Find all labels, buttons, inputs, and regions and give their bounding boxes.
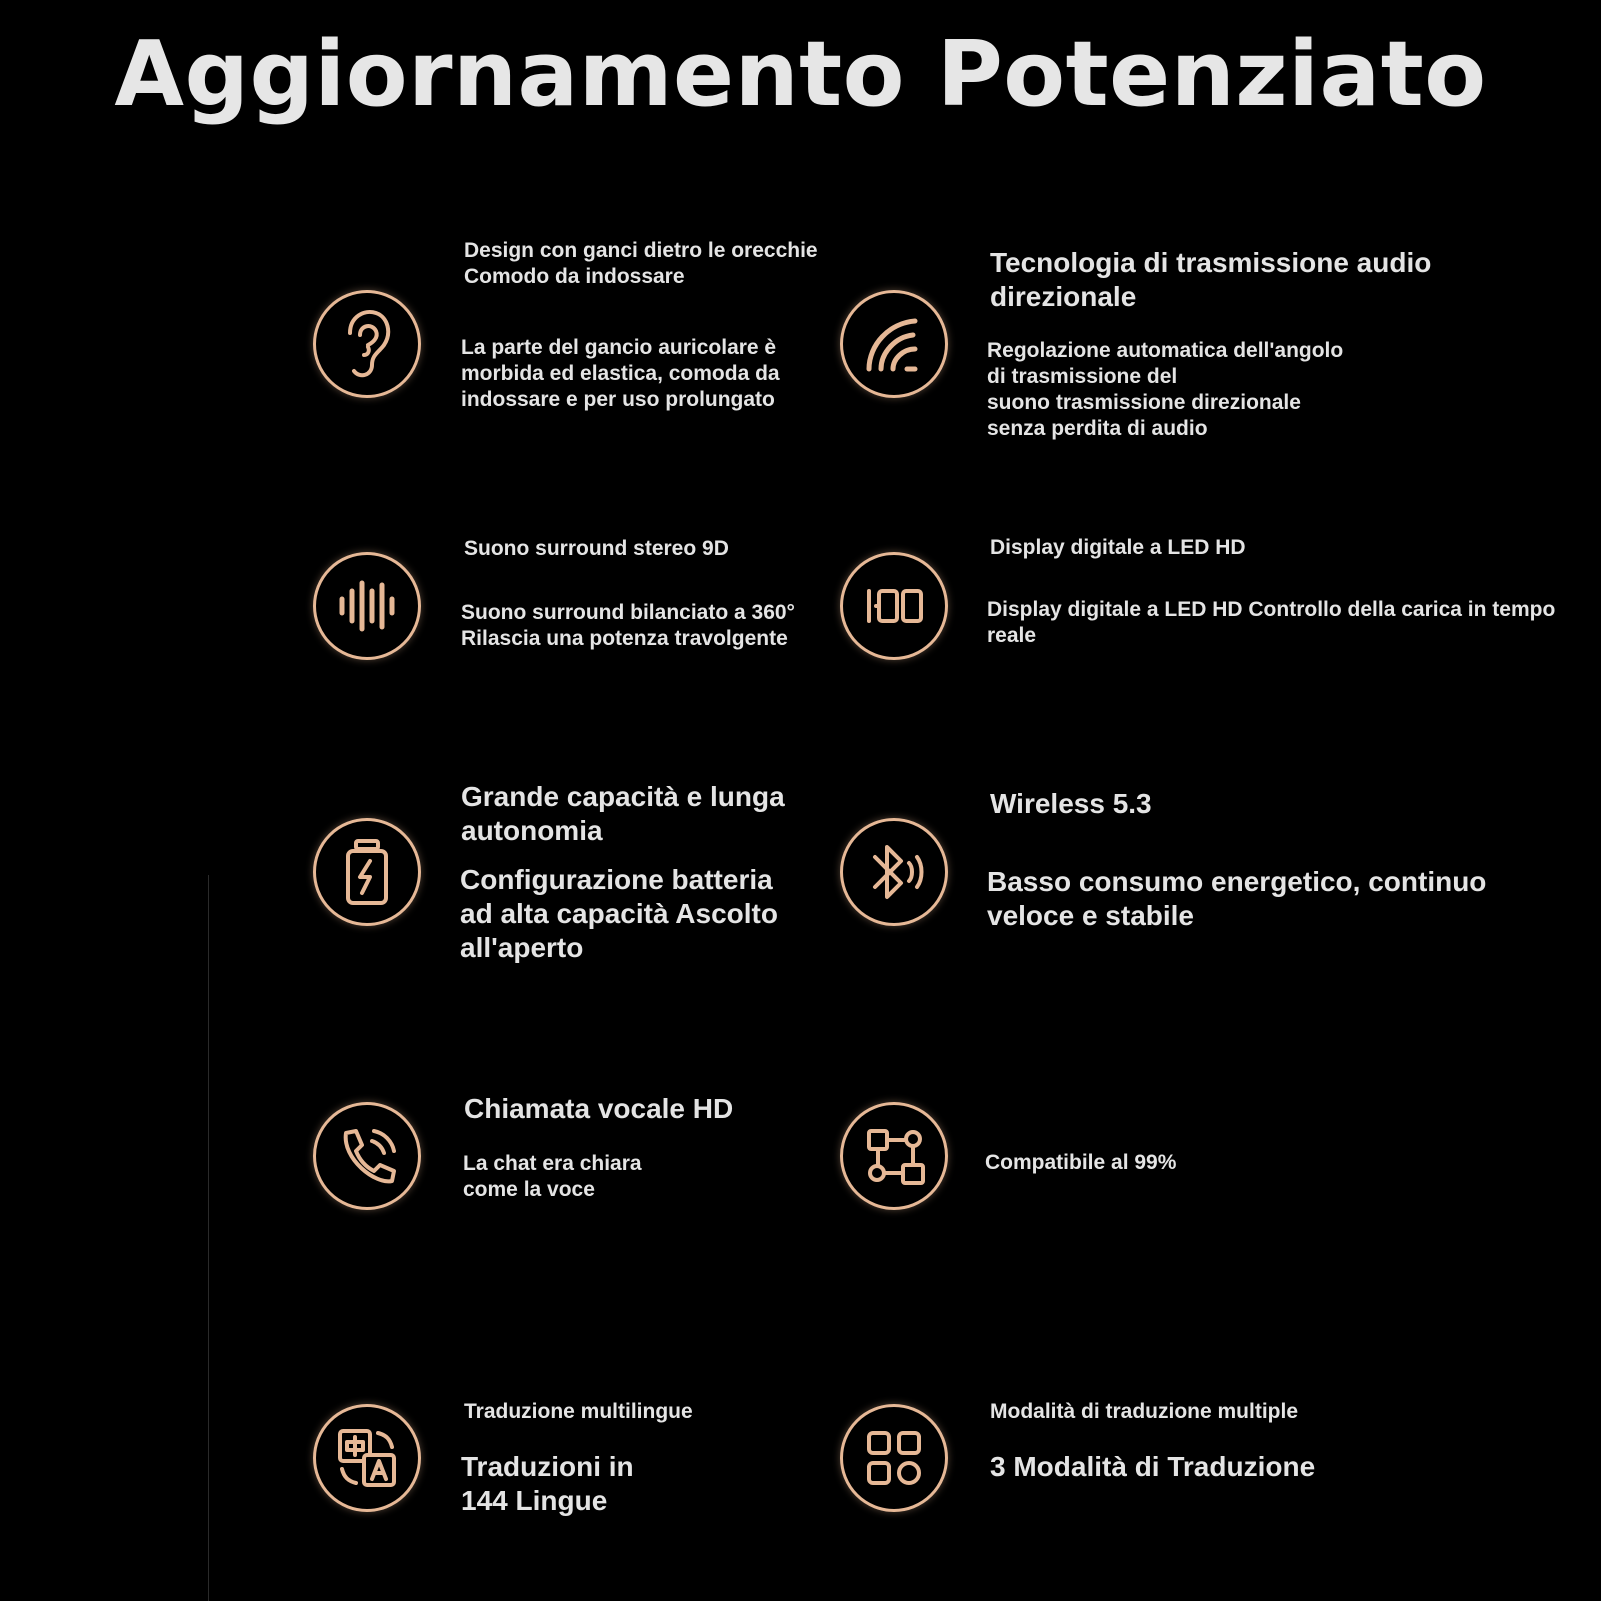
compatibility-icon bbox=[840, 1102, 948, 1210]
sound-wave-icon bbox=[313, 552, 421, 660]
feature-10-heading: Modalità di traduzione multiple bbox=[990, 1400, 1299, 1423]
bluetooth-icon bbox=[840, 818, 948, 926]
feature-3-heading: Suono surround stereo 9D bbox=[464, 537, 729, 560]
feature-5-body: Configurazione batteria ad alta capacità Ascolto all'aperto bbox=[460, 864, 778, 963]
modes-grid-icon bbox=[840, 1404, 948, 1512]
feature-8-body: Compatibile al 99% bbox=[985, 1151, 1177, 1174]
feature-10-body: 3 Modalità di Traduzione bbox=[990, 1451, 1316, 1482]
feature-6-body: Basso consumo energetico, continuo veloce e stabile bbox=[987, 866, 1487, 931]
ear-icon bbox=[313, 290, 421, 398]
feature-2-heading: Tecnologia di trasmissione audio direzionale bbox=[990, 247, 1432, 312]
feature-9-heading: Traduzione multilingue bbox=[464, 1400, 693, 1423]
led-display-icon bbox=[840, 552, 948, 660]
feature-5-heading: Grande capacità e lunga autonomia bbox=[461, 781, 785, 846]
directional-audio-icon bbox=[840, 290, 948, 398]
feature-1-heading: Design con ganci dietro le orecchie Comodo da indossare bbox=[464, 239, 818, 288]
feature-9-body: Traduzioni in 144 Lingue bbox=[461, 1451, 634, 1516]
feature-3-body: Suono surround bilanciato a 360° Rilascia una potenza travolgente bbox=[461, 601, 795, 650]
feature-1-body: La parte del gancio auricolare è morbida ed elastica, comoda da indossare e per uso prolungato bbox=[461, 336, 780, 411]
feature-4-body: Display digitale a LED HD Controllo della carica in tempo reale bbox=[987, 598, 1556, 647]
feature-2-body: Regolazione automatica dell'angolo di trasmissione del suono trasmissione direzionale senza perdita di audio bbox=[987, 339, 1344, 440]
page-title: Aggiornamento Potenziato bbox=[114, 22, 1487, 127]
translate-icon bbox=[313, 1404, 421, 1512]
feature-7-body: La chat era chiara come la voce bbox=[463, 1152, 642, 1201]
feature-6-heading: Wireless 5.3 bbox=[990, 788, 1152, 819]
feature-4-heading: Display digitale a LED HD bbox=[990, 536, 1246, 559]
battery-icon bbox=[313, 818, 421, 926]
feature-7-heading: Chiamata vocale HD bbox=[464, 1093, 734, 1124]
divider-line bbox=[208, 875, 209, 1601]
phone-call-icon bbox=[313, 1102, 421, 1210]
